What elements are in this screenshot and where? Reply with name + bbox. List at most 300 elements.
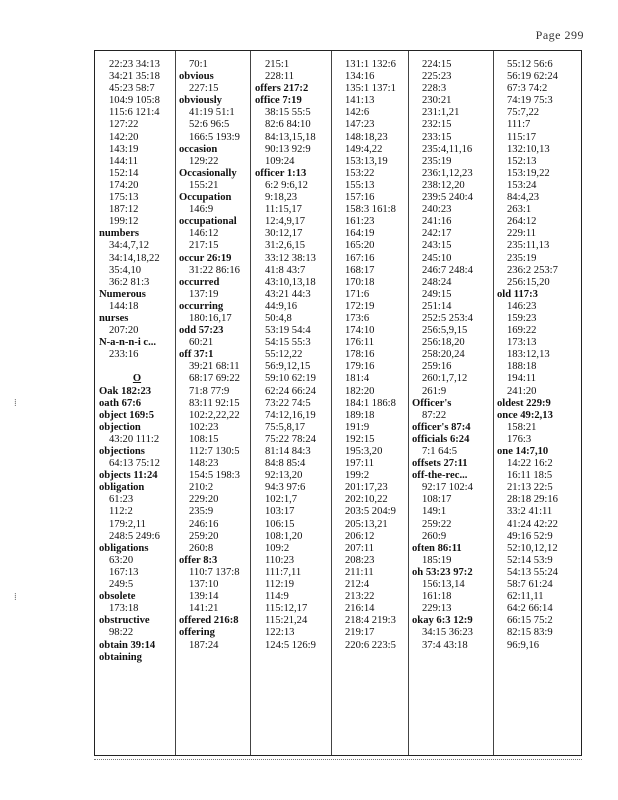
index-reference: 148:23 bbox=[189, 458, 219, 470]
index-reference: 106:15 bbox=[265, 518, 295, 530]
index-reference: 228:11 bbox=[265, 71, 295, 83]
index-reference: 159:23 bbox=[507, 312, 537, 324]
index-term: oath 67:6 bbox=[99, 397, 142, 409]
index-term: obvious bbox=[179, 71, 214, 83]
index-reference: 59:10 62:19 bbox=[265, 373, 316, 385]
index-term: nurses bbox=[99, 312, 129, 324]
index-reference: 149:1 bbox=[422, 506, 447, 518]
index-reference: 182:20 bbox=[345, 385, 375, 397]
index-reference: 205:13,21 bbox=[345, 518, 388, 530]
index-reference: 217:15 bbox=[189, 240, 219, 252]
index-reference: 141:21 bbox=[189, 603, 219, 615]
index-reference: 188:18 bbox=[507, 361, 537, 373]
scan-mark: ⁞ bbox=[14, 398, 17, 409]
index-reference: 235:9 bbox=[189, 506, 214, 518]
index-reference: 28:18 29:16 bbox=[507, 494, 558, 506]
index-reference: 92:17 102:4 bbox=[422, 482, 473, 494]
index-reference: 6:2 9:6,12 bbox=[265, 179, 308, 191]
index-reference: 96:9,16 bbox=[507, 639, 540, 651]
index-term: obstructive bbox=[99, 615, 150, 627]
index-reference: 55:12,22 bbox=[265, 349, 303, 361]
index-term: odd 57:23 bbox=[179, 325, 224, 337]
index-reference: 36:2 81:3 bbox=[109, 276, 150, 288]
index-reference: 211:11 bbox=[345, 566, 374, 578]
index-reference: 82:15 83:9 bbox=[507, 627, 553, 639]
index-reference: 187:24 bbox=[189, 639, 219, 651]
index-reference: 231:1,21 bbox=[422, 107, 460, 119]
index-reference: 112:19 bbox=[265, 579, 295, 591]
index-reference: 98:22 bbox=[109, 627, 134, 639]
index-reference: 58:7 61:24 bbox=[507, 579, 553, 591]
index-reference: 179:16 bbox=[345, 361, 375, 373]
index-reference: 41:19 51:1 bbox=[189, 107, 235, 119]
index-reference: 137:10 bbox=[189, 579, 219, 591]
index-term: offsets 27:11 bbox=[412, 458, 468, 470]
index-reference: 148:18,23 bbox=[345, 131, 388, 143]
index-term: obligation bbox=[99, 482, 145, 494]
index-term: occurred bbox=[179, 276, 220, 288]
index-reference: 110:23 bbox=[265, 554, 295, 566]
index-reference: 122:13 bbox=[265, 627, 295, 639]
index-reference: 176:11 bbox=[345, 337, 375, 349]
index-column-1 bbox=[99, 59, 175, 751]
index-reference: 233:16 bbox=[109, 349, 139, 361]
index-reference: 34:14,18,22 bbox=[109, 252, 160, 264]
index-reference: 62:11,11 bbox=[507, 591, 544, 603]
index-reference: 158:21 bbox=[507, 421, 537, 433]
index-term: oh 53:23 97:2 bbox=[412, 566, 473, 578]
index-reference: 199:2 bbox=[345, 470, 370, 482]
bottom-rule bbox=[94, 759, 582, 760]
index-reference: 230:21 bbox=[422, 95, 452, 107]
index-reference: 216:14 bbox=[345, 603, 375, 615]
index-reference: 94:3 97:6 bbox=[265, 482, 306, 494]
index-reference: 82:6 84:10 bbox=[265, 119, 311, 131]
index-reference: 9:18,23 bbox=[265, 192, 298, 204]
index-reference: 115:21,24 bbox=[265, 615, 308, 627]
index-reference: 168:17 bbox=[345, 264, 375, 276]
index-reference: 235:19 bbox=[422, 155, 452, 167]
index-reference: 41:8 43:7 bbox=[265, 264, 306, 276]
index-reference: 170:18 bbox=[345, 276, 375, 288]
index-reference: 155:21 bbox=[189, 179, 219, 191]
index-reference: 156:13,14 bbox=[422, 579, 465, 591]
index-reference: 146:12 bbox=[189, 228, 219, 240]
index-reference: 245:10 bbox=[422, 252, 452, 264]
index-reference: 114:9 bbox=[265, 591, 289, 603]
index-reference: 34:21 35:18 bbox=[109, 71, 160, 83]
index-reference: 55:12 56:6 bbox=[507, 59, 553, 70]
index-reference: 167:13 bbox=[109, 566, 139, 578]
index-reference: 172:19 bbox=[345, 300, 375, 312]
index-reference: 149:4,22 bbox=[345, 143, 383, 155]
column-divider bbox=[408, 51, 409, 755]
index-reference: 259:22 bbox=[422, 518, 452, 530]
index-reference: 147:23 bbox=[345, 119, 375, 131]
index-reference: 224:15 bbox=[422, 59, 452, 70]
index-reference: 232:15 bbox=[422, 119, 452, 131]
index-term: obtaining bbox=[99, 651, 142, 663]
index-reference: 43:20 111:2 bbox=[109, 433, 160, 445]
index-term: objections bbox=[99, 446, 145, 457]
index-term: officer 1:13 bbox=[255, 167, 307, 179]
index-reference: 153:22 bbox=[345, 167, 375, 179]
index-reference: 22:23 34:13 bbox=[109, 59, 160, 70]
index-reference: 189:18 bbox=[345, 409, 375, 421]
index-reference: 242:17 bbox=[422, 228, 452, 240]
column-divider bbox=[331, 51, 332, 755]
index-reference: 33:12 38:13 bbox=[265, 252, 316, 264]
index-term: off 37:1 bbox=[179, 349, 214, 361]
index-reference: 155:13 bbox=[345, 179, 375, 191]
index-term: obtain 39:14 bbox=[99, 639, 156, 651]
index-term: okay 6:3 12:9 bbox=[412, 615, 473, 627]
index-term: Numerous bbox=[99, 288, 146, 300]
index-term: numbers bbox=[99, 228, 140, 240]
index-reference: 52:6 96:5 bbox=[189, 119, 230, 131]
index-reference: 203:5 204:9 bbox=[345, 506, 396, 518]
index-reference: 153:19,22 bbox=[507, 167, 550, 179]
index-reference: 144:18 bbox=[109, 300, 139, 312]
index-reference: 260:8 bbox=[189, 542, 214, 554]
index-reference: 165:20 bbox=[345, 240, 375, 252]
index-reference: 236:1,12,23 bbox=[422, 167, 473, 179]
index-reference: 64:2 66:14 bbox=[507, 603, 553, 615]
index-reference: 131:1 132:6 bbox=[345, 59, 396, 70]
index-column-5 bbox=[412, 59, 493, 751]
index-reference: 167:16 bbox=[345, 252, 375, 264]
index-reference: 30:12,17 bbox=[265, 228, 303, 240]
index-reference: 161:23 bbox=[345, 216, 375, 228]
index-reference: 153:13,19 bbox=[345, 155, 388, 167]
index-reference: 215:1 bbox=[265, 59, 290, 70]
index-reference: 229:20 bbox=[189, 494, 219, 506]
index-reference: 256:18,20 bbox=[422, 337, 465, 349]
index-reference: 246:7 248:4 bbox=[422, 264, 473, 276]
index-reference: 164:19 bbox=[345, 228, 375, 240]
index-term: one 14:7,10 bbox=[497, 446, 549, 457]
index-reference: 43:21 44:3 bbox=[265, 288, 311, 300]
index-reference: 258:20,24 bbox=[422, 349, 465, 361]
index-reference: 142:6 bbox=[345, 107, 370, 119]
index-reference: 92:13,20 bbox=[265, 470, 303, 482]
index-term: officials 6:24 bbox=[412, 433, 470, 445]
index-reference: 157:16 bbox=[345, 192, 375, 204]
index-reference: 16:11 18:5 bbox=[507, 470, 553, 482]
index-reference: 102:2,22,22 bbox=[189, 409, 240, 421]
index-reference bbox=[99, 361, 175, 373]
index-reference: 112:2 bbox=[109, 506, 133, 518]
index-reference: 12:4,9,17 bbox=[265, 216, 306, 228]
index-reference: 241:16 bbox=[422, 216, 452, 228]
index-reference: 31:22 86:16 bbox=[189, 264, 240, 276]
column-divider bbox=[175, 51, 176, 755]
index-term: Officer's bbox=[412, 397, 452, 409]
index-reference: 207:11 bbox=[345, 542, 375, 554]
index-reference: 67:3 74:2 bbox=[507, 83, 548, 95]
index-term: off-the-rec... bbox=[412, 470, 468, 482]
index-reference: 180:16,17 bbox=[189, 312, 232, 324]
index-reference: 60:21 bbox=[189, 337, 214, 349]
index-term: offering bbox=[179, 627, 215, 639]
column-divider bbox=[250, 51, 251, 755]
index-reference: 7:1 64:5 bbox=[422, 446, 458, 457]
index-reference: 199:12 bbox=[109, 216, 139, 228]
index-reference: 73:22 74:5 bbox=[265, 397, 311, 409]
index-term: often 86:11 bbox=[412, 542, 462, 554]
index-reference: 201:17,23 bbox=[345, 482, 388, 494]
index-reference: 146:9 bbox=[189, 204, 214, 216]
index-reference: 38:15 55:5 bbox=[265, 107, 311, 119]
index-reference: 50:4,8 bbox=[265, 312, 292, 324]
word-index-table bbox=[94, 50, 582, 756]
index-reference: 206:12 bbox=[345, 530, 375, 542]
index-term: oldest 229:9 bbox=[497, 397, 551, 409]
index-reference: 183:12,13 bbox=[507, 349, 550, 361]
index-reference: 108:1,20 bbox=[265, 530, 303, 542]
index-reference: 70:1 bbox=[189, 59, 208, 70]
index-reference: 111:7 bbox=[507, 119, 531, 131]
index-reference: 173:6 bbox=[345, 312, 370, 324]
index-reference: 194:11 bbox=[507, 373, 537, 385]
index-reference: 54:13 55:24 bbox=[507, 566, 558, 578]
index-term: officer's 87:4 bbox=[412, 421, 471, 433]
index-reference: 197:11 bbox=[345, 458, 375, 470]
index-reference: 202:10,22 bbox=[345, 494, 388, 506]
index-reference: 81:14 84:3 bbox=[265, 446, 311, 457]
index-term: offered 216:8 bbox=[179, 615, 239, 627]
index-reference: 243:15 bbox=[422, 240, 452, 252]
index-reference: 158:3 161:8 bbox=[345, 204, 396, 216]
index-reference: 45:23 58:7 bbox=[109, 83, 155, 95]
index-reference: 49:16 52:9 bbox=[507, 530, 553, 542]
index-reference: 137:19 bbox=[189, 288, 219, 300]
index-reference: 52:10,12,12 bbox=[507, 542, 558, 554]
index-term: occasion bbox=[179, 143, 218, 155]
index-reference: 175:13 bbox=[109, 192, 139, 204]
index-reference: 235:11,13 bbox=[507, 240, 550, 252]
index-reference: 173:18 bbox=[109, 603, 139, 615]
page-number: Page 299 bbox=[535, 28, 584, 42]
index-reference: 248:5 249:6 bbox=[109, 530, 160, 542]
index-reference: 62:24 66:24 bbox=[265, 385, 316, 397]
index-term: occupational bbox=[179, 216, 237, 228]
index-reference: 84:4,23 bbox=[507, 192, 540, 204]
index-reference: 34:15 36:23 bbox=[422, 627, 473, 639]
index-reference: 37:4 43:18 bbox=[422, 639, 468, 651]
index-reference: 74:19 75:3 bbox=[507, 95, 553, 107]
index-reference: 84:13,15,18 bbox=[265, 131, 316, 143]
index-reference: 146:23 bbox=[507, 300, 537, 312]
index-reference: 39:21 68:11 bbox=[189, 361, 240, 373]
index-reference: 110:7 137:8 bbox=[189, 566, 240, 578]
index-reference: 241:20 bbox=[507, 385, 537, 397]
index-reference: 135:1 137:1 bbox=[345, 83, 396, 95]
index-reference: 256:5,9,15 bbox=[422, 325, 468, 337]
index-reference: 251:14 bbox=[422, 300, 452, 312]
index-reference: 161:18 bbox=[422, 591, 452, 603]
index-reference: 235:19 bbox=[507, 252, 537, 264]
index-reference: 53:19 54:4 bbox=[265, 325, 311, 337]
index-reference: 33:2 41:11 bbox=[507, 506, 553, 518]
index-reference: 66:15 75:2 bbox=[507, 615, 553, 627]
column-divider bbox=[493, 51, 494, 755]
index-term: Occupation bbox=[179, 192, 232, 204]
index-reference: 115:12,17 bbox=[265, 603, 308, 615]
index-reference: 21:13 22:5 bbox=[507, 482, 553, 494]
index-reference: 176:3 bbox=[507, 433, 532, 445]
index-reference: 43:10,13,18 bbox=[265, 276, 316, 288]
index-reference: 219:17 bbox=[345, 627, 375, 639]
index-reference: 102:23 bbox=[189, 421, 219, 433]
section-letter: O bbox=[132, 373, 142, 385]
index-reference: 220:6 223:5 bbox=[345, 639, 396, 651]
index-reference: 154:5 198:3 bbox=[189, 470, 240, 482]
index-term: office 7:19 bbox=[255, 95, 302, 107]
index-reference: 218:4 219:3 bbox=[345, 615, 396, 627]
index-reference: 129:22 bbox=[189, 155, 219, 167]
index-reference: 185:19 bbox=[422, 554, 452, 566]
index-term: offers 217:2 bbox=[255, 83, 309, 95]
index-reference: 260:9 bbox=[422, 530, 447, 542]
index-reference: 263:1 bbox=[507, 204, 532, 216]
index-term: offer 8:3 bbox=[179, 554, 218, 566]
index-reference: 90:13 92:9 bbox=[265, 143, 311, 155]
index-term: old 117:3 bbox=[497, 288, 538, 300]
index-reference: 238:12,20 bbox=[422, 179, 465, 191]
index-reference: 83:11 92:15 bbox=[189, 397, 240, 409]
index-reference: 74:12,16,19 bbox=[265, 409, 316, 421]
index-term: objects 11:24 bbox=[99, 470, 158, 482]
index-reference: 142:20 bbox=[109, 131, 139, 143]
index-reference: 104:9 105:8 bbox=[109, 95, 160, 107]
index-term: object 169:5 bbox=[99, 409, 155, 421]
index-term: Oak 182:23 bbox=[99, 385, 152, 397]
index-reference: 143:19 bbox=[109, 143, 139, 155]
index-reference: 212:4 bbox=[345, 579, 370, 591]
index-reference: 68:17 69:22 bbox=[189, 373, 240, 385]
index-reference: 195:3,20 bbox=[345, 446, 383, 457]
index-reference: 213:22 bbox=[345, 591, 375, 603]
index-reference: 152:13 bbox=[507, 155, 537, 167]
index-reference: 108:15 bbox=[189, 433, 219, 445]
index-reference: 236:2 253:7 bbox=[507, 264, 558, 276]
index-term: objection bbox=[99, 421, 141, 433]
index-reference: 207:20 bbox=[109, 325, 139, 337]
index-column-4 bbox=[335, 59, 408, 751]
index-reference: 179:2,11 bbox=[109, 518, 146, 530]
index-reference: 139:14 bbox=[189, 591, 219, 603]
index-reference: 127:22 bbox=[109, 119, 139, 131]
index-reference: 178:16 bbox=[345, 349, 375, 361]
index-reference: 259:20 bbox=[189, 530, 219, 542]
index-reference: 208:23 bbox=[345, 554, 375, 566]
index-reference: 169:22 bbox=[507, 325, 537, 337]
index-reference: 174:20 bbox=[109, 179, 139, 191]
index-reference: 173:13 bbox=[507, 337, 537, 349]
index-reference: 228:3 bbox=[422, 83, 447, 95]
index-reference: 56:19 62:24 bbox=[507, 71, 558, 83]
index-term: obviously bbox=[179, 95, 222, 107]
index-reference: 41:24 42:22 bbox=[507, 518, 558, 530]
index-reference: 174:10 bbox=[345, 325, 375, 337]
index-reference: 152:14 bbox=[109, 167, 139, 179]
index-reference: 115:6 121:4 bbox=[109, 107, 160, 119]
index-reference: 11:15,17 bbox=[265, 204, 302, 216]
index-reference: 124:5 126:9 bbox=[265, 639, 316, 651]
index-term: occurring bbox=[179, 300, 224, 312]
index-reference: 103:17 bbox=[265, 506, 295, 518]
index-term: obligations bbox=[99, 542, 149, 554]
index-reference: 239:5 240:4 bbox=[422, 192, 473, 204]
index-reference: 31:2,6,15 bbox=[265, 240, 306, 252]
index-term: Occasionally bbox=[179, 167, 237, 179]
index-reference: 229:13 bbox=[422, 603, 452, 615]
index-reference: 187:12 bbox=[109, 204, 139, 216]
index-reference: 141:13 bbox=[345, 95, 375, 107]
index-column-3 bbox=[255, 59, 331, 751]
index-reference: 87:22 bbox=[422, 409, 447, 421]
index-reference: 75:7,22 bbox=[507, 107, 540, 119]
index-reference: 75:22 78:24 bbox=[265, 433, 316, 445]
index-reference: 115:17 bbox=[507, 131, 537, 143]
index-reference: 210:2 bbox=[189, 482, 214, 494]
index-reference: 84:8 85:4 bbox=[265, 458, 306, 470]
index-term: once 49:2,13 bbox=[497, 409, 553, 421]
index-term: obsolete bbox=[99, 591, 136, 603]
index-reference: 71:8 77:9 bbox=[189, 385, 230, 397]
index-reference: 44:9,16 bbox=[265, 300, 298, 312]
index-reference: 249:5 bbox=[109, 579, 134, 591]
index-reference: 109:2 bbox=[265, 542, 290, 554]
index-reference: 61:23 bbox=[109, 494, 134, 506]
index-reference: 108:17 bbox=[422, 494, 452, 506]
index-reference: 112:7 130:5 bbox=[189, 446, 240, 457]
index-reference: 261:9 bbox=[422, 385, 447, 397]
index-reference: 225:23 bbox=[422, 71, 452, 83]
index-reference: 260:1,7,12 bbox=[422, 373, 468, 385]
index-reference: 181:4 bbox=[345, 373, 370, 385]
index-reference: 171:6 bbox=[345, 288, 370, 300]
index-reference: 256:15,20 bbox=[507, 276, 550, 288]
index-term: occur 26:19 bbox=[179, 252, 232, 264]
index-reference: 249:15 bbox=[422, 288, 452, 300]
index-reference: 52:14 53:9 bbox=[507, 554, 553, 566]
index-term: N-a-n-n-i c... bbox=[99, 337, 157, 349]
index-reference: 264:12 bbox=[507, 216, 537, 228]
index-reference: 235:4,11,16 bbox=[422, 143, 473, 155]
index-reference: 34:4,7,12 bbox=[109, 240, 150, 252]
index-column-2 bbox=[179, 59, 250, 751]
index-reference: 102:1,7 bbox=[265, 494, 298, 506]
index-reference: 35:4,10 bbox=[109, 264, 142, 276]
index-reference: 233:15 bbox=[422, 131, 452, 143]
index-reference: 54:15 55:3 bbox=[265, 337, 311, 349]
index-reference: 144:11 bbox=[109, 155, 139, 167]
index-reference: 246:16 bbox=[189, 518, 219, 530]
index-reference: 192:15 bbox=[345, 433, 375, 445]
index-reference: 248:24 bbox=[422, 276, 452, 288]
scan-mark: ⁞ bbox=[14, 592, 17, 603]
index-reference: 111:7,11 bbox=[265, 566, 302, 578]
index-reference: 56:9,12,15 bbox=[265, 361, 311, 373]
index-reference: 64:13 75:12 bbox=[109, 458, 160, 470]
index-reference: 132:10,13 bbox=[507, 143, 550, 155]
index-reference: 229:11 bbox=[507, 228, 537, 240]
index-reference: 184:1 186:8 bbox=[345, 397, 396, 409]
index-reference: 134:16 bbox=[345, 71, 375, 83]
index-reference: 166:5 193:9 bbox=[189, 131, 240, 143]
